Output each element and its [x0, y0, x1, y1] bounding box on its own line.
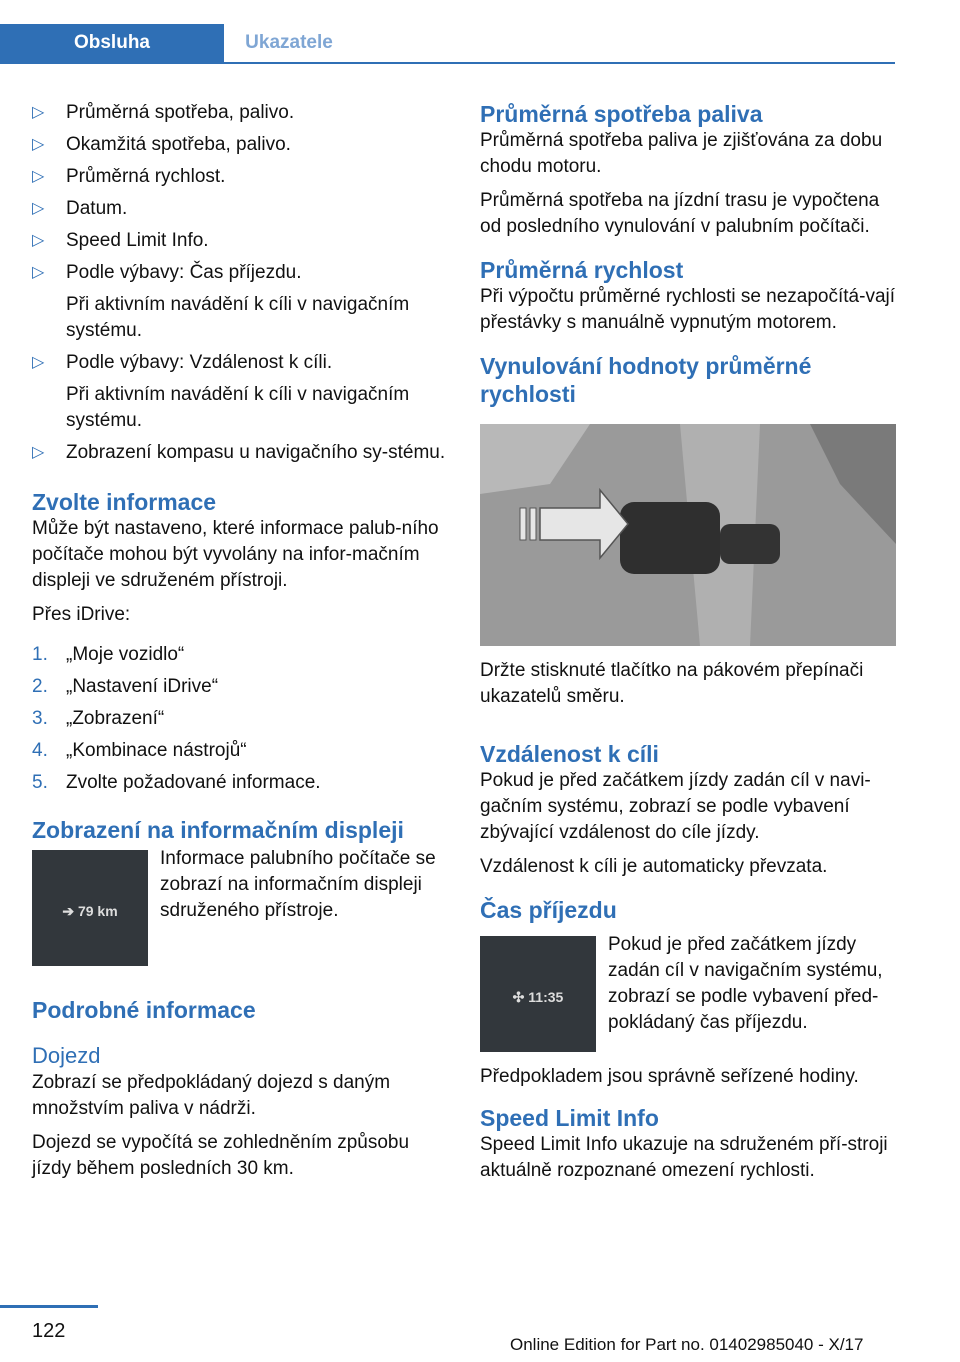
triangle-bullet-icon: ▷ [32, 354, 45, 371]
list-item: 4. „Kombinace nástrojů“ [32, 740, 247, 761]
triangle-bullet-icon: ▷ [32, 168, 45, 185]
list-item: ▷ Průměrná spotřeba, palivo. [32, 100, 452, 126]
display-arrival-time-image: ✣ 11:35 [480, 936, 596, 1052]
paragraph: Průměrná spotřeba paliva je zjišťována za dobu chodu motoru. [480, 130, 883, 177]
left-column [32, 100, 452, 1190]
heading-vzdalenost: Vzdálenost k cíli [480, 741, 659, 767]
paragraph: Přes iDrive: [32, 604, 131, 625]
heading-dojezd: Dojezd [32, 1043, 101, 1068]
paragraph: Pokud je před začátkem jízdy zadán cíl v navigačním systému, zobrazí se podle vybavení před-pokládaný čas příjezdu. [608, 934, 883, 1033]
list-item: ▷ Speed Limit Info. [32, 228, 452, 254]
paragraph: Držte stisknuté tlačítko na pákovém přepínači ukazatelů směru. [480, 660, 864, 707]
triangle-bullet-icon: ▷ [32, 136, 45, 153]
display-range-image: ➔ 79 km [32, 850, 148, 966]
right-column [480, 100, 898, 1192]
heading-zvolte: Zvolte informace [32, 489, 217, 515]
heading-rychlost: Průměrná rychlost [480, 257, 684, 283]
heading-zobrazeni: Zobrazení na informačním displeji [32, 817, 404, 843]
paragraph: Průměrná spotřeba na jízdní trasu je vypočtena od posledního vynulování v palubním počítači. [480, 190, 880, 237]
tab-obsluha[interactable]: Obsluha [0, 24, 224, 62]
display-figure-block [32, 850, 452, 966]
paragraph: Informace palubního počítače se zobrazí na informačním displeji sdruženého přístroje. [160, 848, 436, 921]
steps-list [32, 642, 452, 802]
triangle-bullet-icon: ▷ [32, 200, 45, 217]
paragraph: Předpokladem jsou správně seřízené hodiny. [480, 1066, 859, 1087]
list-item: ▷ Průměrná rychlost. [32, 164, 452, 190]
paragraph: Pokud je před začátkem jízdy zadán cíl v navi-gačním systému, zobrazí se podle vybavení zbývající vzdálenost do cíle jízdy. [480, 770, 871, 843]
triangle-bullet-icon: ▷ [32, 264, 45, 281]
info-list [32, 100, 452, 466]
paragraph: Vzdálenost k cíli je automaticky převzata. [480, 856, 828, 877]
list-item: 5. Zvolte požadované informace. [32, 772, 321, 793]
triangle-bullet-icon: ▷ [32, 232, 45, 249]
list-item: 3. „Zobrazení“ [32, 708, 165, 729]
heading-speed-limit: Speed Limit Info [480, 1105, 659, 1131]
turn-signal-lever-photo [480, 424, 896, 646]
tab-ukazatele[interactable]: Ukazatele [245, 32, 333, 53]
list-item: ▷ Zobrazení kompasu u navigačního sy-stému. [32, 440, 452, 466]
heading-vynulovani: Vynulování hodnoty průměrné rychlosti [480, 353, 812, 407]
list-item: ▷ Okamžitá spotřeba, palivo. [32, 132, 452, 158]
heading-cas: Čas příjezdu [480, 897, 617, 923]
heading-spotreba: Průměrná spotřeba paliva [480, 101, 763, 127]
triangle-bullet-icon: ▷ [32, 444, 45, 461]
list-item: 2. „Nastavení iDrive“ [32, 676, 219, 697]
list-item: ▷ Datum. [32, 196, 452, 222]
paragraph: Při výpočtu průměrné rychlosti se nezapočítá-vají přestávky s manuálně vypnutým motorem. [480, 286, 896, 333]
lever-illustration [480, 424, 896, 646]
heading-podrobne: Podrobné informace [32, 997, 256, 1023]
list-item: ▷ Podle výbavy: Čas příjezdu. Při aktivním navádění k cíli v navigačním systému. [32, 262, 410, 341]
arrival-figure-block [480, 936, 898, 1052]
paragraph: Dojezd se vypočítá se zohledněním způsobu jízdy během posledních 30 km. [32, 1132, 410, 1179]
footer-rule [0, 1305, 98, 1308]
paragraph: Speed Limit Info ukazuje na sdruženém pří-stroji aktuálně rozpoznané omezení rychlosti. [480, 1134, 888, 1181]
edition-note: Online Edition for Part no. 01402985040 - X/17 [510, 1335, 864, 1354]
page-number: 122 [32, 1320, 66, 1342]
list-item: 1. „Moje vozidlo“ [32, 644, 185, 665]
list-item: ▷ Podle výbavy: Vzdálenost k cíli. Při aktivním navádění k cíli v navigačním systému. [32, 352, 410, 431]
triangle-bullet-icon: ▷ [32, 104, 45, 121]
paragraph: Zobrazí se předpokládaný dojezd s daným množstvím paliva v nádrži. [32, 1072, 391, 1119]
section-tabs [0, 24, 895, 64]
paragraph: Může být nastaveno, které informace palub-ního počítače mohou být vyvolány na infor-mačním displeji ve sdruženém přístroji. [32, 518, 439, 591]
